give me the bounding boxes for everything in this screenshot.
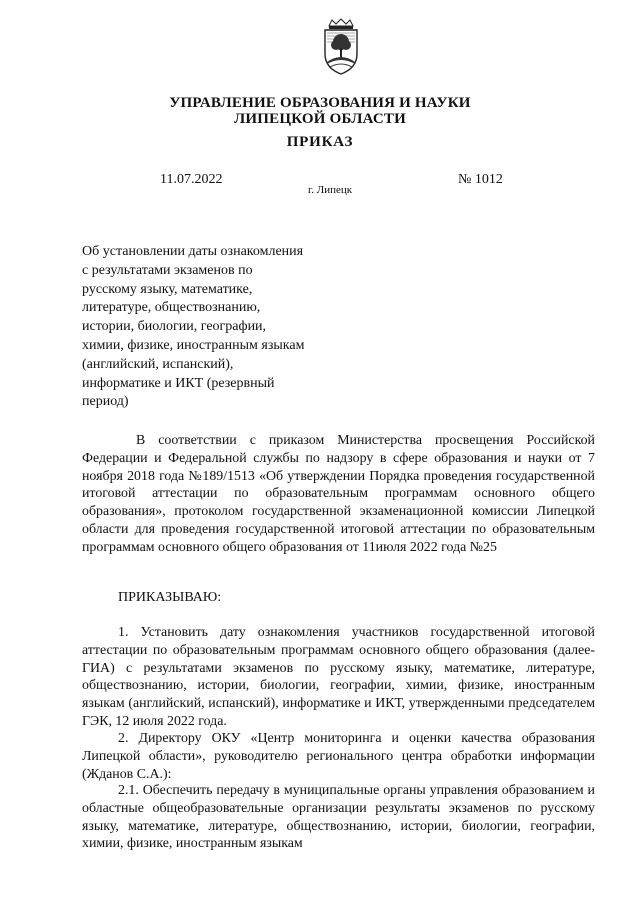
legal-basis-paragraph: В соответствии с приказом Министерства просвещения Российской Федерации и Федеральной службы по надзору в сфере образования и науки от 7 ноября 2018 года №189/1513 «Об утверждении Порядка проведения государственной итоговой аттестации по образовательным программам основного общего образования», протоколом государственной экзаменационной комиссии Липецкой области для проведения государственной итоговой аттестации по образовательным программам основного общего образования от 11июля 2022 года №25 [82,433,595,555]
subject-line: (английский, испанский), [82,356,234,372]
subject-line: русскому языку, математике, [82,281,253,297]
subject-line: химии, физике, иностранным языкам [82,337,305,353]
coat-of-arms-icon [320,18,362,76]
subject-line: литературе, обществознанию, [82,300,261,316]
order-item-2-1: 2.1. Обеспечить передачу в муниципальные органы управления образованием и областные общеобразовательные организации результаты экзаменов по русскому языку, математике, литературе, обществознанию, истории, биологии, географии, химии, физике, иностранным языкам [82,783,595,852]
subject-line: с результатами экзаменов по [82,262,253,278]
subject-line: истории, биологии, географии, [82,319,267,335]
order-item-1: 1. Установить дату ознакомления участников государственной итоговой аттестации по образовательным программам основного общего образования (далее-ГИА) с результатами экзаменов по русскому языку, математике, литературе, обществознанию, истории, биологии, географии, химии, физике, иностранным языкам (английский, испанский), информатике и ИКТ, утвержденными председателем ГЭК, 12 июля 2022 года. [82,625,595,729]
organization-name-line1: УПРАВЛЕНИЕ ОБРАЗОВАНИЯ И НАУКИ [169,95,471,111]
document-type: ПРИКАЗ [286,134,354,150]
order-keyword: ПРИКАЗЫВАЮ: [118,590,222,605]
order-date: 11.07.2022 [160,172,223,187]
city: г. Липецк [308,184,353,196]
order-item-2: 2. Директору ОКУ «Центр мониторинга и оценки качества образования Липецкой области», руководителю регионального центра обработки информации (Жданов С.А.): [82,731,595,782]
subject-line: Об установлении даты ознакомления [82,244,304,259]
order-number: № 1012 [458,172,503,187]
order-subject [82,243,332,412]
subject-line: период) [82,394,129,410]
subject-line: информатике и ИКТ (резервный [82,375,275,391]
organization-name-line2: ЛИПЕЦКОЙ ОБЛАСТИ [234,111,406,127]
